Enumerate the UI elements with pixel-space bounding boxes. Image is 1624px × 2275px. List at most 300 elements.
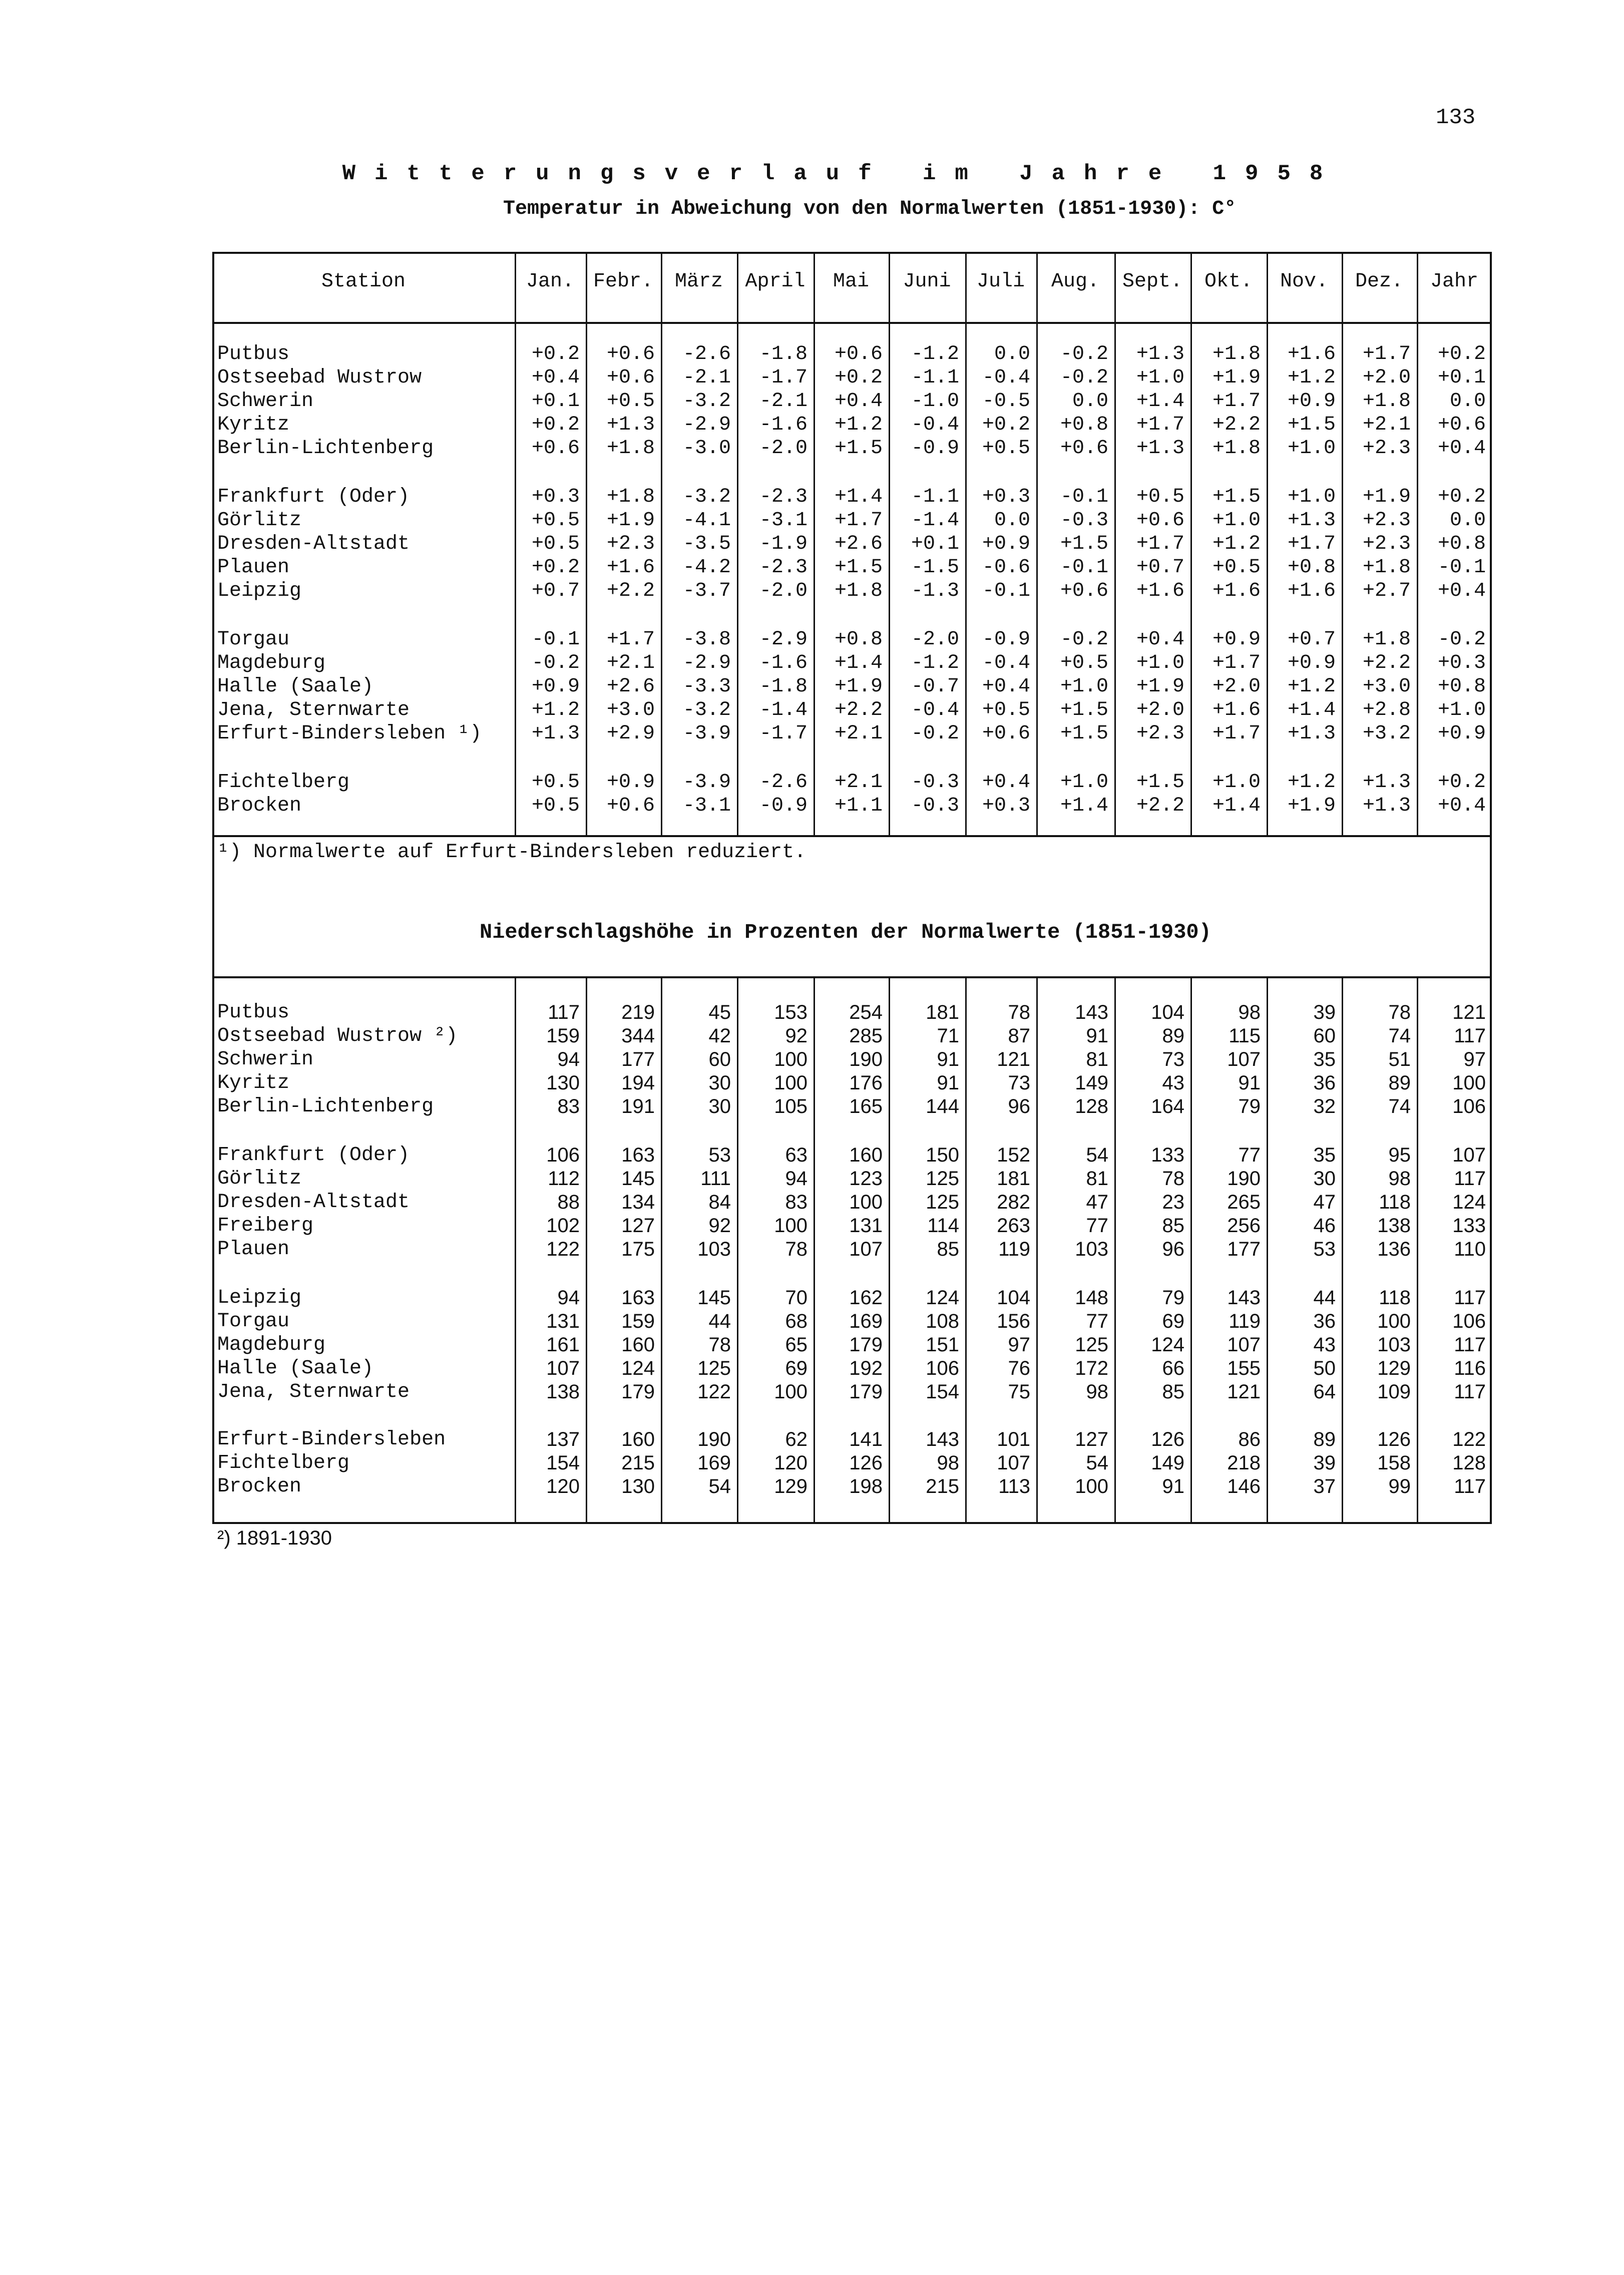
temp-row-value: +0.9 (606, 771, 655, 794)
precip-row-value: 129 (1377, 1357, 1411, 1379)
precip-row-value: 190 (849, 1048, 883, 1070)
temp-row-value: +0.6 (1437, 414, 1486, 436)
temp-row-value: +1.8 (1212, 343, 1261, 365)
precip-row-value: 124 (926, 1287, 959, 1309)
precip-row-value: 192 (849, 1357, 883, 1379)
temp-row-value: +0.9 (1437, 722, 1486, 745)
precip-row-value: 190 (1227, 1168, 1261, 1190)
temp-row-value: +0.1 (1437, 366, 1486, 389)
month-header: Febr. (593, 270, 654, 293)
precip-row-value: 89 (1388, 1072, 1411, 1094)
precip-row-value: 83 (557, 1095, 580, 1117)
temp-row-value: +1.8 (834, 580, 883, 602)
temp-row-value: +0.4 (1437, 437, 1486, 460)
precip-row-value: 69 (1162, 1310, 1184, 1332)
temp-row-value: +1.8 (606, 437, 655, 460)
precip-row-value: 219 (621, 1001, 655, 1023)
temp-row-value: -0.1 (1060, 486, 1108, 508)
precip-row-value: 92 (785, 1025, 807, 1047)
month-header: Juni (903, 270, 951, 293)
precip-row-value: 89 (1162, 1025, 1184, 1047)
precip-row-value: 100 (774, 1048, 807, 1070)
page-number: 133 (1436, 105, 1476, 130)
temp-row-value: +1.9 (1136, 675, 1184, 698)
precip-row-value: 120 (546, 1475, 580, 1497)
temp-row-value: +1.6 (1136, 580, 1184, 602)
temp-row-value: +1.4 (1287, 699, 1336, 721)
temp-row-value: 0.0 (1072, 390, 1108, 413)
temp-row-value: +2.3 (1362, 509, 1411, 532)
precip-row-value: 344 (621, 1025, 655, 1047)
temp-row-value: +0.3 (982, 795, 1030, 817)
precip-row-value: 143 (1075, 1001, 1108, 1023)
station-header: Station (321, 270, 406, 293)
temp-row-value: -4.1 (682, 509, 731, 532)
precip-row-value: 46 (1313, 1215, 1336, 1237)
precip-row-value: 104 (1151, 1001, 1184, 1023)
temp-row-value: +0.1 (911, 533, 959, 555)
precip-row-value: 117 (1454, 1334, 1486, 1356)
temp-row-value: -0.2 (911, 722, 959, 745)
precip-row-value: 146 (1227, 1475, 1261, 1497)
temp-row-value: +1.9 (834, 675, 883, 698)
precip-row-value: 126 (849, 1452, 883, 1474)
temp-row-value: +1.0 (1287, 486, 1336, 508)
temp-row-value: +1.7 (1212, 390, 1261, 413)
temp-row-value: -0.1 (982, 580, 1030, 602)
precip-row-value: 100 (774, 1072, 807, 1094)
temp-row-value: +1.4 (834, 652, 883, 674)
temp-row-value: +2.2 (1136, 795, 1184, 817)
temp-row-value: +2.3 (606, 533, 655, 555)
temp-row-value: -1.9 (759, 533, 807, 555)
month-header: Nov. (1280, 270, 1328, 293)
temp-row-value: +1.8 (1212, 437, 1261, 460)
precip-row-value: 107 (1227, 1048, 1261, 1070)
precip-row-value: 198 (849, 1475, 883, 1497)
temp-row-value: -2.0 (759, 437, 807, 460)
precip-row-value: 159 (546, 1025, 580, 1047)
precip-row-value: 100 (1452, 1072, 1486, 1094)
precip-row-value: 47 (1313, 1191, 1336, 1213)
precip-row-value: 172 (1075, 1357, 1108, 1379)
precip-row-value: 156 (997, 1310, 1030, 1332)
precip-row-value: 107 (849, 1238, 883, 1260)
temp-row-value: +1.6 (1287, 580, 1336, 602)
temp-row-station: Magdeburg (217, 652, 326, 674)
temp-row-value: +1.9 (1212, 366, 1261, 389)
temp-row-value: +1.9 (1287, 795, 1336, 817)
precip-row-value: 149 (1075, 1072, 1108, 1094)
precip-row-value: 78 (785, 1238, 807, 1260)
precip-row-value: 154 (926, 1381, 959, 1403)
temp-row-value: +0.6 (606, 366, 655, 389)
precip-row-value: 60 (1313, 1025, 1336, 1047)
temp-row-station: Schwerin (217, 390, 314, 413)
temp-row-value: -2.1 (682, 366, 731, 389)
temp-row-value: +0.7 (531, 580, 580, 602)
temp-row-value: +1.6 (1212, 699, 1261, 721)
precip-row-value: 176 (849, 1072, 883, 1094)
temp-row-value: +1.3 (1362, 771, 1411, 794)
temp-row-value: +1.3 (1362, 795, 1411, 817)
temp-row-value: +1.9 (1362, 486, 1411, 508)
temp-row-value: +0.5 (531, 771, 580, 794)
precip-row-value: 91 (1086, 1025, 1108, 1047)
precip-row-station: Putbus (217, 1001, 290, 1024)
precip-row-value: 153 (774, 1001, 807, 1023)
precip-row-value: 165 (849, 1095, 883, 1117)
temp-row-value: +3.2 (1362, 722, 1411, 745)
precip-row-value: 159 (621, 1310, 655, 1332)
precip-row-value: 68 (785, 1310, 807, 1332)
temperature-footnote: ¹) Normalwerte auf Erfurt-Bindersleben reduziert. (217, 841, 806, 864)
temp-row-value: +0.5 (982, 437, 1030, 460)
precip-row-value: 256 (1227, 1215, 1261, 1237)
precip-row-value: 91 (1238, 1072, 1261, 1094)
precip-row-value: 44 (708, 1310, 731, 1332)
temp-row-value: +1.3 (1287, 509, 1336, 532)
temp-row-value: +0.9 (1287, 390, 1336, 413)
month-header: Mai (833, 270, 869, 293)
precip-row-value: 116 (1454, 1357, 1486, 1379)
precip-row-value: 78 (708, 1334, 731, 1356)
precip-row-value: 39 (1313, 1001, 1336, 1023)
temp-row-value: +1.4 (1060, 795, 1108, 817)
temp-row-value: -1.4 (911, 509, 959, 532)
temp-row-value: +2.1 (834, 771, 883, 794)
temp-row-value: -1.6 (759, 652, 807, 674)
precip-row-station: Freiberg (217, 1215, 314, 1237)
precip-row-value: 111 (700, 1168, 731, 1190)
temp-row-value: +3.0 (1362, 675, 1411, 698)
temp-row-value: +1.5 (834, 556, 883, 579)
temp-row-value: +0.8 (834, 628, 883, 651)
temp-row-value: -1.5 (911, 556, 959, 579)
temp-row-value: -3.9 (682, 722, 731, 745)
precip-row-value: 163 (621, 1287, 655, 1309)
precip-row-value: 160 (849, 1144, 883, 1166)
temperature-bottom-rule (212, 835, 1492, 837)
temp-row-value: 0.0 (994, 509, 1030, 532)
precip-row-value: 117 (1454, 1168, 1486, 1190)
temp-row-value: +0.3 (531, 486, 580, 508)
temp-row-value: +0.6 (1136, 509, 1184, 532)
temp-row-value: +0.2 (1437, 771, 1486, 794)
precip-row-value: 51 (1388, 1048, 1411, 1070)
temperature-subtitle: Temperatur in Abweichung von den Normalwerten (1851-1930): C° (503, 198, 1237, 220)
temp-row-value: +2.1 (606, 652, 655, 674)
precip-row-value: 85 (1162, 1215, 1184, 1237)
month-header: Jan. (526, 270, 574, 293)
precip-row-value: 77 (1086, 1215, 1108, 1237)
temp-row-value: -2.9 (759, 628, 807, 651)
month-header: März (674, 270, 723, 293)
temp-row-value: -0.4 (982, 366, 1030, 389)
precip-row-value: 87 (1008, 1025, 1030, 1047)
precip-row-value: 54 (708, 1475, 731, 1497)
precip-row-value: 125 (697, 1357, 731, 1379)
temp-row-value: +1.5 (1060, 722, 1108, 745)
precip-row-value: 103 (1377, 1334, 1411, 1356)
precip-row-value: 42 (708, 1025, 731, 1047)
temp-row-value: +1.6 (606, 556, 655, 579)
precip-row-value: 30 (1313, 1168, 1336, 1190)
precip-row-value: 121 (997, 1048, 1030, 1070)
precip-row-value: 119 (1229, 1310, 1261, 1332)
precip-row-station: Leipzig (217, 1287, 302, 1309)
precip-row-value: 215 (621, 1452, 655, 1474)
temp-row-station: Frankfurt (Oder) (217, 486, 410, 508)
temp-row-value: +0.7 (1287, 628, 1336, 651)
precip-row-value: 83 (785, 1191, 807, 1213)
temp-row-station: Putbus (217, 343, 290, 365)
temp-row-value: +0.5 (531, 795, 580, 817)
temp-row-value: +1.3 (531, 722, 580, 745)
precip-row-station: Ostseebad Wustrow ²) (217, 1025, 458, 1047)
precipitation-footnote: ²) 1891-1930 (217, 1527, 332, 1549)
temp-row-value: -0.3 (911, 771, 959, 794)
temp-row-value: +1.5 (1060, 699, 1108, 721)
temp-row-value: +3.0 (606, 699, 655, 721)
month-header: April (745, 270, 805, 293)
temp-row-value: +1.4 (1212, 795, 1261, 817)
temp-row-value: -1.4 (759, 699, 807, 721)
precip-row-value: 194 (621, 1072, 655, 1094)
month-header: Dez. (1355, 270, 1403, 293)
temp-row-value: -3.2 (682, 390, 731, 413)
precip-row-value: 107 (1227, 1334, 1261, 1356)
temp-row-value: -4.2 (682, 556, 731, 579)
precip-row-value: 84 (708, 1191, 731, 1213)
temp-row-value: +1.0 (1287, 437, 1336, 460)
temp-row-value: -0.5 (982, 390, 1030, 413)
temp-row-station: Görlitz (217, 509, 302, 532)
temp-row-value: -2.0 (759, 580, 807, 602)
precip-row-value: 143 (926, 1428, 959, 1450)
temp-row-value: +1.2 (834, 414, 883, 436)
temp-row-value: +1.2 (1287, 675, 1336, 698)
precip-row-value: 181 (926, 1001, 959, 1023)
temp-row-value: -0.2 (1437, 628, 1486, 651)
precip-row-value: 77 (1086, 1310, 1108, 1332)
temp-row-value: +1.7 (1287, 533, 1336, 555)
precip-row-value: 130 (546, 1072, 580, 1094)
precip-row-value: 118 (1379, 1287, 1411, 1309)
temp-row-value: +0.2 (531, 343, 580, 365)
temp-row-value: +2.6 (606, 675, 655, 698)
precip-row-value: 91 (1162, 1475, 1184, 1497)
precip-row-value: 75 (1008, 1381, 1030, 1403)
temp-row-value: +1.8 (1362, 556, 1411, 579)
temp-row-value: -0.1 (531, 628, 580, 651)
temp-row-value: +0.6 (834, 343, 883, 365)
precip-row-value: 128 (1452, 1452, 1486, 1474)
temp-row-value: +2.7 (1362, 580, 1411, 602)
temp-row-value: -0.4 (982, 652, 1030, 674)
precip-row-value: 54 (1086, 1144, 1108, 1166)
precip-row-value: 97 (1008, 1334, 1030, 1356)
precip-row-value: 96 (1008, 1095, 1030, 1117)
precip-row-value: 100 (774, 1215, 807, 1237)
precip-row-value: 125 (926, 1168, 959, 1190)
precip-row-value: 63 (785, 1144, 807, 1166)
precip-row-value: 86 (1238, 1428, 1261, 1450)
precip-row-value: 97 (1463, 1048, 1486, 1070)
temp-row-value: +2.9 (606, 722, 655, 745)
temp-row-value: +0.8 (1437, 533, 1486, 555)
temp-row-value: -1.8 (759, 343, 807, 365)
precip-row-value: 136 (1377, 1238, 1411, 1260)
precip-row-value: 110 (1454, 1238, 1486, 1260)
temp-row-station: Dresden-Altstadt (217, 533, 410, 555)
precip-row-value: 64 (1313, 1381, 1336, 1403)
precip-row-value: 122 (1452, 1428, 1486, 1450)
temp-row-value: -3.0 (682, 437, 731, 460)
precip-row-value: 131 (546, 1310, 580, 1332)
precip-row-value: 94 (557, 1048, 580, 1070)
temp-row-value: +1.5 (1287, 414, 1336, 436)
precip-row-value: 107 (546, 1357, 580, 1379)
precip-row-value: 73 (1162, 1048, 1184, 1070)
precip-row-value: 191 (621, 1095, 655, 1117)
precip-row-value: 126 (1151, 1428, 1184, 1450)
precip-row-value: 117 (548, 1001, 580, 1023)
temp-row-value: -0.9 (759, 795, 807, 817)
precip-row-value: 109 (1377, 1381, 1411, 1403)
precip-row-value: 131 (849, 1215, 883, 1237)
precip-row-value: 158 (1377, 1452, 1411, 1474)
temp-row-value: +1.5 (1136, 771, 1184, 794)
precip-row-value: 177 (621, 1048, 655, 1070)
month-header: Sept. (1122, 270, 1183, 293)
temp-row-value: +2.0 (1362, 366, 1411, 389)
temp-row-value: +1.3 (1136, 437, 1184, 460)
precip-row-value: 129 (774, 1475, 807, 1497)
precip-row-value: 32 (1313, 1095, 1336, 1117)
precip-row-station: Görlitz (217, 1168, 302, 1190)
temp-row-value: +1.2 (1287, 366, 1336, 389)
precip-row-value: 98 (1388, 1168, 1411, 1190)
precip-row-value: 282 (997, 1191, 1030, 1213)
precip-row-value: 100 (849, 1191, 883, 1213)
precip-header-rule (212, 976, 1492, 978)
precip-row-value: 77 (1238, 1144, 1261, 1166)
month-header: Juli (976, 270, 1025, 293)
precip-row-value: 190 (697, 1428, 731, 1450)
precip-row-value: 71 (937, 1025, 959, 1047)
precip-row-value: 126 (1377, 1428, 1411, 1450)
precip-row-value: 85 (937, 1238, 959, 1260)
temp-row-value: -0.2 (1060, 628, 1108, 651)
precip-row-value: 74 (1388, 1095, 1411, 1117)
precip-row-value: 119 (998, 1238, 1030, 1260)
precip-row-value: 73 (1008, 1072, 1030, 1094)
precip-row-value: 144 (926, 1095, 959, 1117)
precip-row-value: 36 (1313, 1310, 1336, 1332)
temp-row-value: +1.7 (1212, 652, 1261, 674)
precip-row-value: 106 (1452, 1095, 1486, 1117)
precip-row-value: 117 (1454, 1025, 1486, 1047)
precip-row-value: 254 (849, 1001, 883, 1023)
precip-row-value: 169 (849, 1310, 883, 1332)
precip-row-value: 79 (1238, 1095, 1261, 1117)
temp-row-value: +0.5 (982, 699, 1030, 721)
precip-row-value: 150 (926, 1144, 959, 1166)
precip-row-value: 35 (1313, 1048, 1336, 1070)
temp-row-value: +1.8 (1362, 390, 1411, 413)
precip-row-value: 43 (1313, 1334, 1336, 1356)
precip-row-value: 39 (1313, 1452, 1336, 1474)
temp-row-station: Leipzig (217, 580, 302, 602)
temp-row-value: -0.4 (911, 699, 959, 721)
temp-row-value: +1.9 (606, 509, 655, 532)
temp-row-value: -0.7 (911, 675, 959, 698)
precip-row-value: 169 (697, 1452, 731, 1474)
precip-row-value: 125 (1075, 1334, 1108, 1356)
temp-row-value: +1.3 (1136, 343, 1184, 365)
temp-row-value: +0.5 (1060, 652, 1108, 674)
precip-row-value: 113 (998, 1475, 1030, 1497)
precip-row-value: 103 (697, 1238, 731, 1260)
precip-row-value: 91 (937, 1048, 959, 1070)
precip-row-value: 177 (1227, 1238, 1261, 1260)
precip-row-value: 101 (997, 1428, 1030, 1450)
temp-row-value: +1.0 (1060, 675, 1108, 698)
temp-row-value: -0.2 (531, 652, 580, 674)
temp-row-value: +1.7 (1136, 533, 1184, 555)
precip-row-value: 65 (785, 1334, 807, 1356)
precip-row-station: Fichtelberg (217, 1452, 350, 1474)
precip-row-value: 106 (926, 1357, 959, 1379)
precip-row-value: 285 (849, 1025, 883, 1047)
precip-row-value: 263 (997, 1215, 1030, 1237)
precip-row-station: Magdeburg (217, 1334, 326, 1356)
temp-row-value: -1.6 (759, 414, 807, 436)
page-title: Witterungsverlauf im Jahre 1958 (342, 161, 1342, 186)
precip-row-value: 37 (1313, 1475, 1336, 1497)
precip-row-value: 179 (621, 1381, 655, 1403)
precip-row-value: 127 (621, 1215, 655, 1237)
precip-row-value: 181 (997, 1168, 1030, 1190)
precip-row-station: Kyritz (217, 1072, 290, 1094)
precip-row-value: 179 (849, 1381, 883, 1403)
precip-row-value: 85 (1162, 1381, 1184, 1403)
temp-row-value: +1.2 (1287, 771, 1336, 794)
precip-row-value: 107 (1452, 1144, 1486, 1166)
temp-row-value: +1.8 (606, 486, 655, 508)
temp-row-value: -1.7 (759, 366, 807, 389)
temp-row-value: +1.7 (1212, 722, 1261, 745)
precip-row-value: 115 (1229, 1025, 1261, 1047)
precip-row-value: 161 (546, 1334, 580, 1356)
precip-row-value: 23 (1162, 1191, 1184, 1213)
temp-row-value: +0.4 (834, 390, 883, 413)
temp-row-station: Erfurt-Bindersleben ¹) (217, 722, 482, 745)
temp-row-value: -0.2 (1060, 343, 1108, 365)
precip-row-value: 145 (697, 1287, 731, 1309)
header-bottom-rule (212, 322, 1492, 324)
precip-row-value: 121 (1227, 1381, 1261, 1403)
precip-row-station: Schwerin (217, 1048, 314, 1071)
precip-row-value: 154 (546, 1452, 580, 1474)
temp-row-value: +0.6 (531, 437, 580, 460)
temp-row-value: -0.9 (982, 628, 1030, 651)
temp-row-value: +0.8 (1437, 675, 1486, 698)
precip-row-value: 122 (697, 1381, 731, 1403)
precip-row-value: 163 (621, 1144, 655, 1166)
precip-row-value: 107 (997, 1452, 1030, 1474)
